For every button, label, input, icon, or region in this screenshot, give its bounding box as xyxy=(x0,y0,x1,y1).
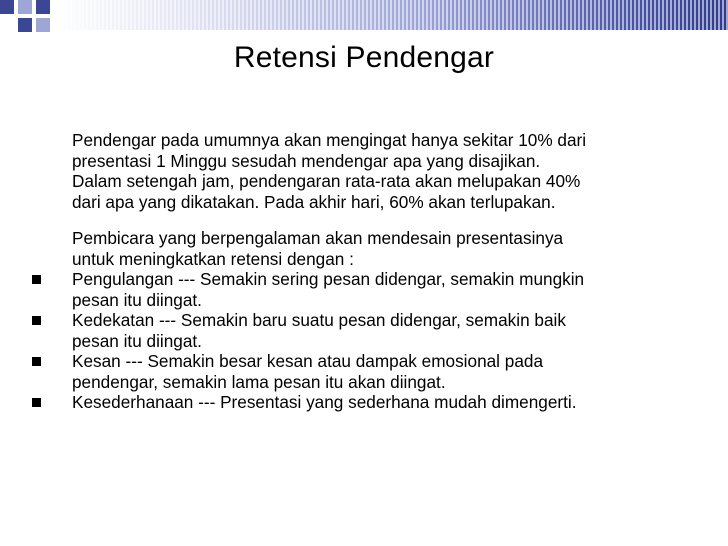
deco-square-dark xyxy=(18,18,32,32)
slide-title xyxy=(0,40,728,76)
paragraph-line: Pembicara yang berpengalaman akan mendesain presentasinya xyxy=(72,228,564,248)
deco-square-dark xyxy=(36,0,50,14)
paragraph-line: dari apa yang dikatakan. Pada akhir hari, 60% akan terlupakan. xyxy=(72,191,556,212)
slide-body xyxy=(30,130,710,413)
square-bullet-icon xyxy=(32,357,41,366)
bullet-line: Pengulangan --- Semakin sering pesan didengar, semakin mungkin xyxy=(72,269,585,289)
bullet-item xyxy=(30,310,710,351)
slide-title-text: Retensi Pendengar xyxy=(233,41,495,74)
bullet-line: pesan itu diingat. xyxy=(72,289,202,310)
paragraph-line: Pendengar pada umumnya akan mengingat hanya sekitar 10% dari xyxy=(72,130,587,150)
spacer xyxy=(30,212,710,228)
deco-square-dark xyxy=(0,0,14,14)
deco-square-light xyxy=(36,18,50,32)
bullet-line: Kesederhanaan --- Presentasi yang sederhana mudah dimengerti. xyxy=(72,392,577,412)
paragraph-line: presentasi 1 Minggu sesudah mendengar apa yang disajikan. xyxy=(72,150,541,171)
bullet-line: Kesan --- Semakin besar kesan atau dampak emosional pada xyxy=(72,351,544,371)
bullet-item xyxy=(30,392,710,413)
bullet-item xyxy=(30,269,710,310)
square-bullet-icon xyxy=(32,316,41,325)
paragraph-line: Dalam setengah jam, pendengaran rata-rata akan melupakan 40% xyxy=(72,171,581,191)
paragraph xyxy=(30,228,710,269)
paragraph-line: untuk meningkatkan retensi dengan : xyxy=(72,248,354,269)
paragraph xyxy=(30,130,710,212)
square-bullet-icon xyxy=(32,398,41,407)
square-bullet-icon xyxy=(32,275,41,284)
bullet-line: pendengar, semakin lama pesan itu akan diingat. xyxy=(72,371,446,392)
deco-square-light xyxy=(18,0,32,14)
bullet-line: Kedekatan --- Semakin baru suatu pesan didengar, semakin baik xyxy=(72,310,566,330)
bullet-item xyxy=(30,351,710,392)
header-stripe-band xyxy=(54,0,728,30)
bullet-line: pesan itu diingat. xyxy=(72,330,202,351)
